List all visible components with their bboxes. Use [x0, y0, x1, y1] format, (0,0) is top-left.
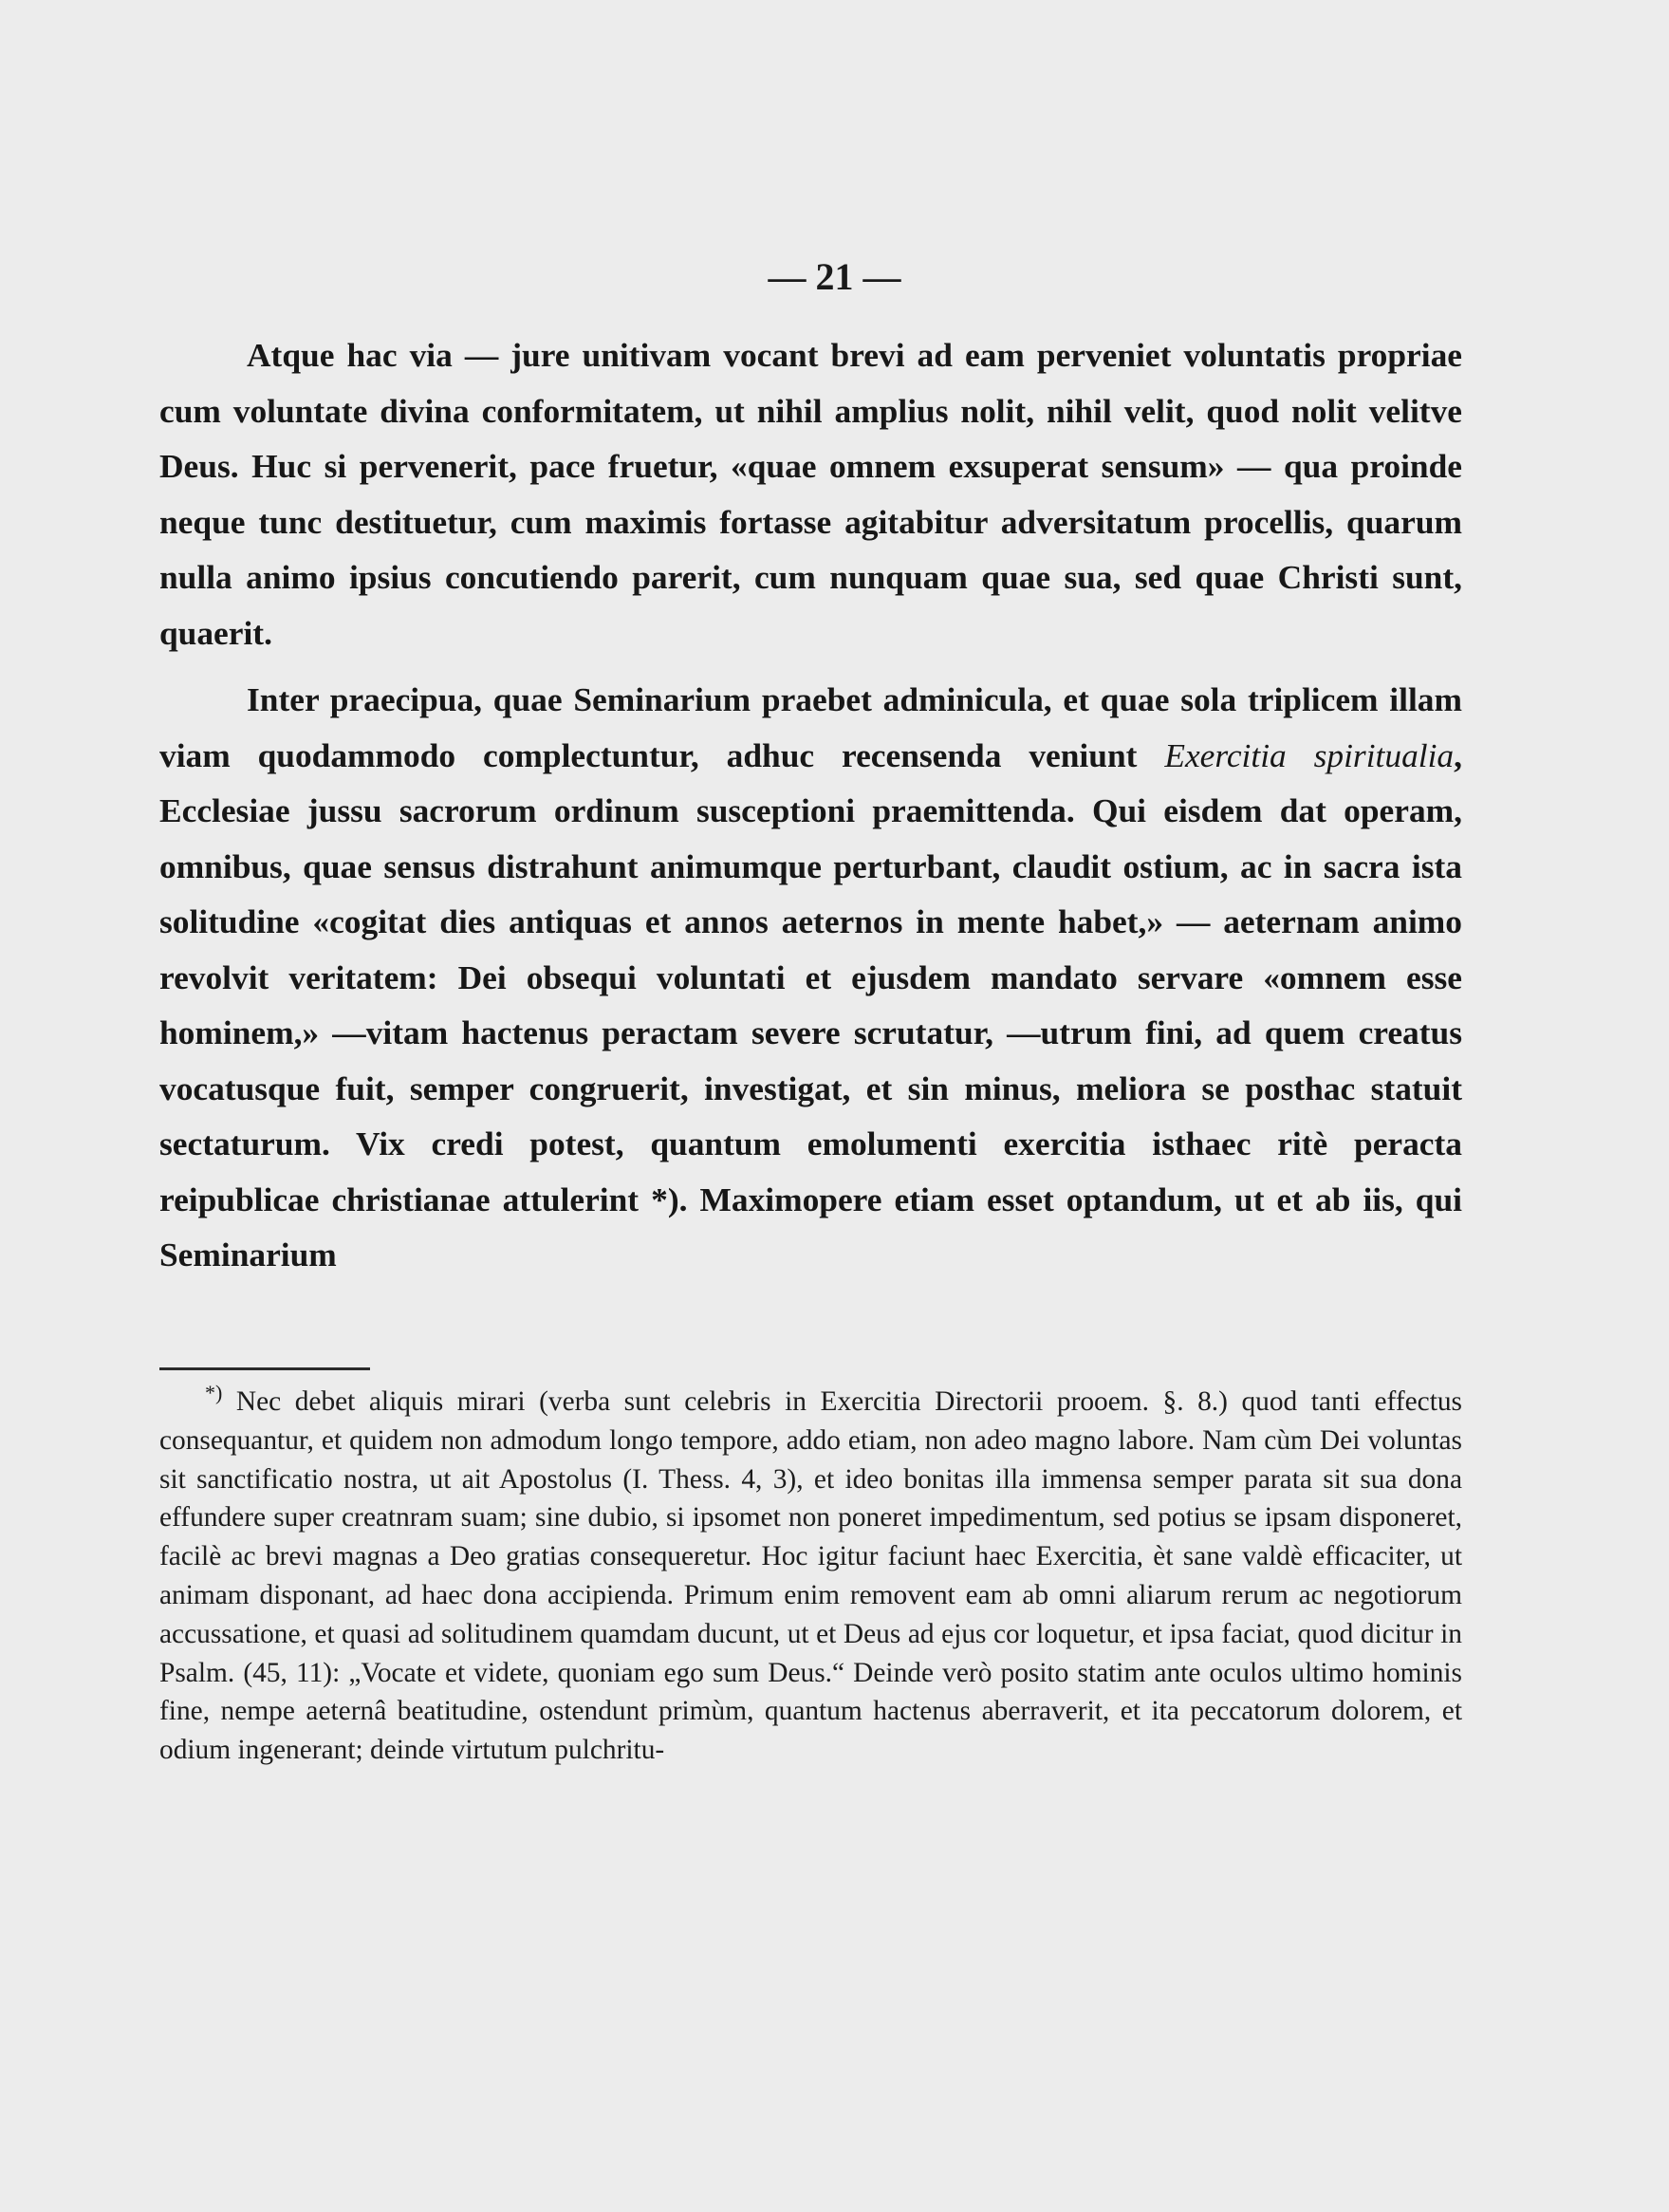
footnote-paragraph: [159, 1383, 1462, 1770]
footnote-text: Nec debet aliquis mirari (verba sunt celebris in Exercitia Directorii prooem. §. 8.) quod tanti effectus consequantur, et quidem non admodum longo tempore, addo etiam, non adeo magno labore. Nam cùm Dei voluntas sit sanctificatio nostra, ut ait Apostolus (I. Thess. 4, 3), et ideo bonitas illa immensa semper parata sit sua dona effundere super creatnram suam; sine dubio, si ipsomet non poneret impedimentum, sed potius se ipsam disponeret, facilè ac brevi magnas a Deo gratias consequeretur. Hoc igitur faciunt haec Exercitia, èt sane valdè efficaciter, ut animam disponant, ad haec dona accipienda. Primum enim removent eam ab omni aliarum rerum ac negotiorum accussatione, et quasi ad solitudinem quamdam ducunt, ut et Deus ad ejus cor loquetur, et ipsa faciat, quod dicitur in Psalm. (45, 11): „Vocate et videte, quoniam ego sum Deus.“ Deinde verò posito statim ante oculos ultimo hominis fine, nempe aeternâ beatitudine, ostendunt primùm, quantum hactenus aberraverit, et ita peccatorum dolorem, et odium ingenerant; deinde virtutum pulchritu-: [159, 1386, 1462, 1766]
paragraph-2-italic-title: Exercitia spiritualia: [1164, 735, 1455, 774]
footnote-separator-rule: [159, 1367, 370, 1370]
footnote-mark: *): [205, 1381, 223, 1405]
paragraph-2-text-start: Inter praecipua, quae Seminarium praebet adminicula, et quae sola triplicem illam viam quodammodo complectuntur, adhuc recensenda veniunt: [159, 680, 1462, 774]
main-text: [159, 327, 1462, 1283]
paragraph-2-text-end: . Maximopere etiam esset optandum, ut et ab iis, qui Seminarium: [159, 1180, 1462, 1273]
paragraph-1: [159, 327, 1462, 660]
paragraph-1-text: Atque hac via — jure unitivam vocant brevi ad eam perveniet voluntatis propriae cum voluntate divina conformitatem, ut nihil amplius nolit, nihil velit, quod nolit velitve Deus. Huc si pervenerit, pace fruetur, «quae omnem exsuperat sensum» — qua proinde neque tunc destituetur, cum maximis fortasse agitabitur adversitatum procellis, quarum nulla animo ipsius concutiendo parerit, cum nunquam quae sua, sed quae Christi sunt, quaerit.: [159, 336, 1462, 652]
paragraph-2-text-middle: , Ecclesiae jussu sacrorum ordinum susceptioni praemittenda. Qui eisdem dat operam, omnibus, quae sensus distrahunt animumque perturbant, claudit ostium, ac in sacra ista solitudine «cogitat dies antiquas et annos aeternos in mente habet,» — aeternam animo revolvit veritatem: Dei obsequi voluntati et ejusdem mandato servare «omnem esse hominem,» —vitam hactenus peractam severe scrutatur, —utrum fini, ad quem creatus vocatusque fuit, semper congruerit, investigat, et sin minus, meliora se posthac statuit sectaturum. Vix credi potest, quantum emolumenti exercitia isthaec ritè peracta reipublicae christianae attulerint: [159, 735, 1462, 1218]
footnote-block: [159, 1383, 1462, 1770]
paragraph-2: [159, 672, 1462, 1283]
page-number: — 21 —: [768, 255, 901, 298]
footnote-reference-mark: *): [651, 1180, 679, 1218]
